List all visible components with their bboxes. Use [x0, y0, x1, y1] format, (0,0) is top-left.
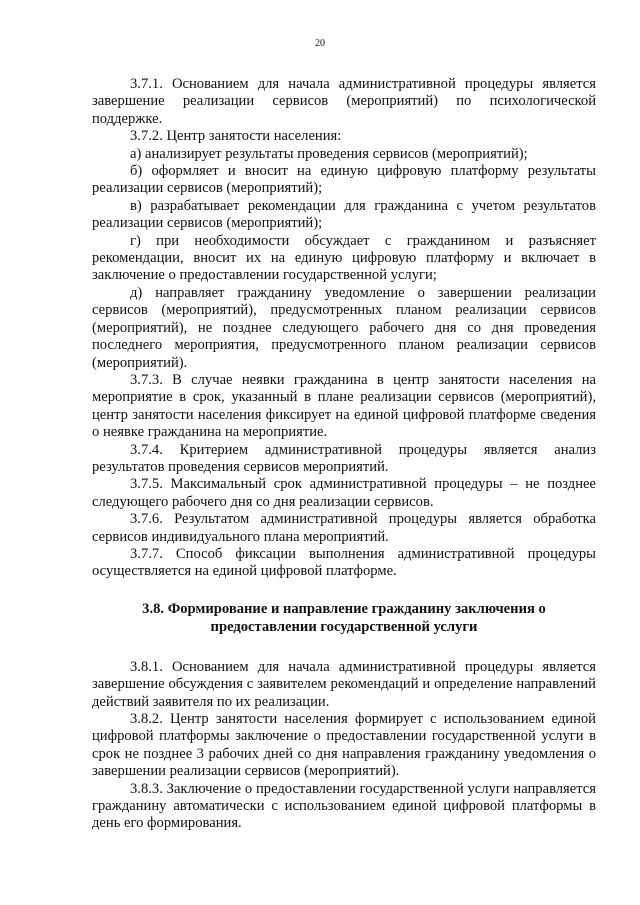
paragraph-3-7-4: 3.7.4. Критерием административной процедуры является анализ результатов проведения сервисов мероприятий.	[92, 441, 596, 475]
paragraph-3-7-2-g: г) при необходимости обсуждает с гражданином и разъясняет рекомендации, вносит их на единую цифровую платформу и включает в заключение о предоставлении государственной услуги;	[92, 232, 596, 284]
document-body	[92, 76, 596, 833]
paragraph-3-8-3: 3.8.3. Заключение о предоставлении государственной услуги направляется гражданину автоматически с использованием единой цифровой платформы в день его формирования.	[92, 780, 596, 832]
paragraph-3-7-1: 3.7.1. Основанием для начала административной процедуры является завершение реализации сервисов (мероприятий) по психологической поддержке.	[92, 76, 596, 127]
paragraph-3-7-2-d: д) направляет гражданину уведомление о завершении реализации сервисов (мероприятий), предусмотренных планом реализации сервисов (мероприятий), не позднее следующего рабочего дня со дня проведения последнего мероприятия, предусмотренного планом реализации сервисов (мероприятий).	[92, 284, 596, 371]
paragraph-3-7-2-v: в) разрабатывает рекомендации для гражданина с учетом результатов реализации сервисов (мероприятий);	[92, 197, 596, 232]
paragraph-3-8-2: 3.8.2. Центр занятости населения формирует с использованием единой цифровой платформы заключение о предоставлении государственной услуги в срок не позднее 3 рабочих дней со дня направления гражданину уведомления о завершении реализации сервисов (мероприятий).	[92, 711, 596, 780]
paragraph-3-7-2: 3.7.2. Центр занятости населения:	[130, 128, 342, 145]
section-heading-3-8: 3.8. Формирование и направление гражданину заключения о предоставлении государственной услуги	[142, 600, 546, 635]
paragraph-3-7-2-b: б) оформляет и вносит на единую цифровую платформу результаты реализации сервисов (мероприятий);	[92, 163, 596, 197]
paragraph-3-7-2-a: а) анализирует результаты проведения сервисов (мероприятий);	[130, 145, 528, 162]
paragraph-3-8-1: 3.8.1. Основанием для начала административной процедуры является завершение обсуждения с заявителем рекомендаций и определение направлений действий заявителя по их реализации.	[92, 658, 596, 710]
paragraph-3-7-5: 3.7.5. Максимальный срок административной процедуры – не позднее следующего рабочего дня со дня реализации сервисов.	[92, 476, 596, 510]
paragraph-3-7-3: 3.7.3. В случае неявки гражданина в центр занятости населения на мероприятие в срок, указанный в плане реализации сервисов (мероприятий), центр занятости населения фиксирует на единой цифровой платформе сведения о неявке гражданина на мероприятие.	[92, 371, 596, 441]
paragraph-3-7-6: 3.7.6. Результатом административной процедуры является обработка сервисов индивидуального плана мероприятий.	[92, 511, 596, 545]
page-number: 20	[315, 38, 325, 49]
paragraph-3-7-7: 3.7.7. Способ фиксации выполнения административной процедуры осуществляется на единой цифровой платформе.	[92, 545, 596, 580]
